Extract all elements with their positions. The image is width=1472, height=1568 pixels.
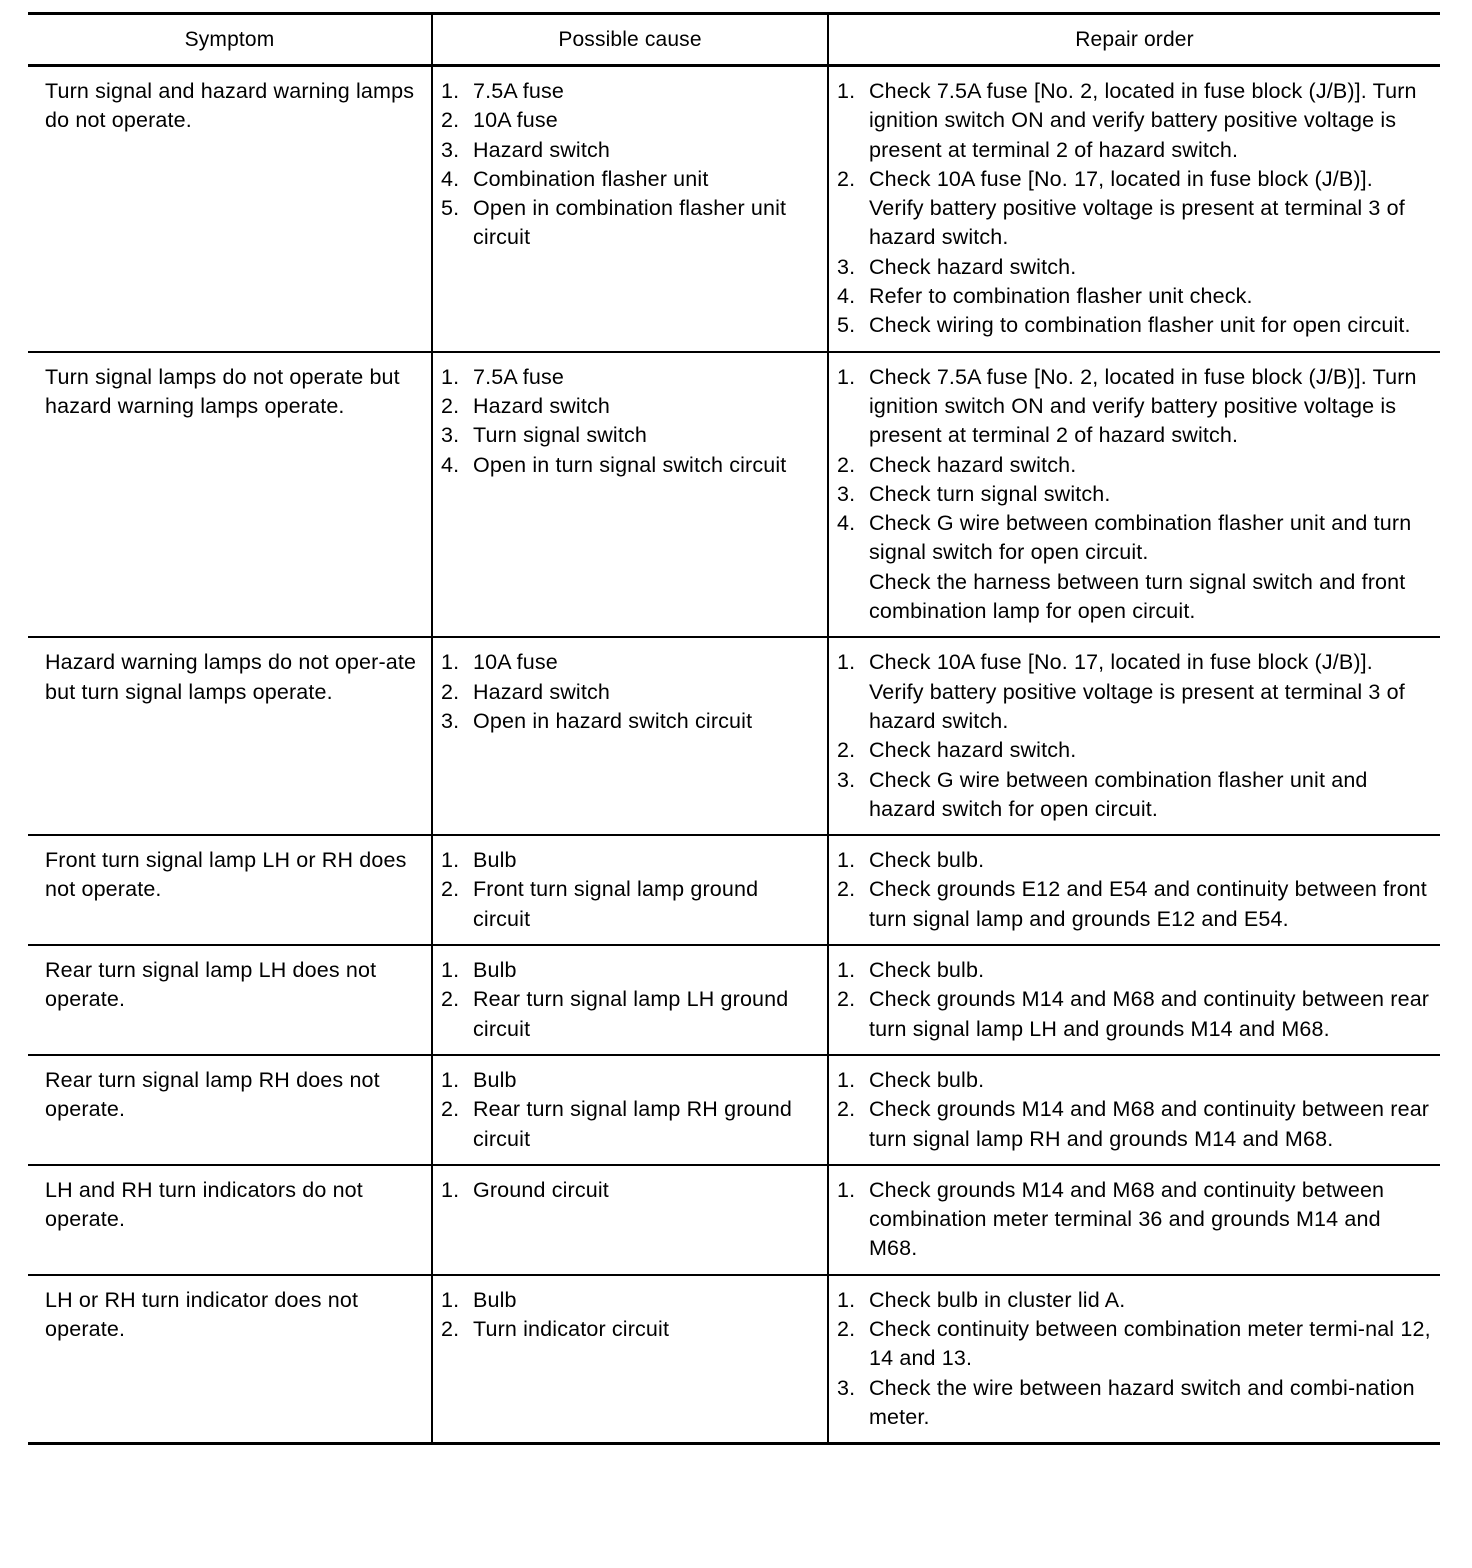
list-item-text: Rear turn signal lamp LH ground circuit bbox=[473, 987, 789, 1041]
repair-order-cell bbox=[828, 835, 1440, 945]
list-item bbox=[441, 451, 819, 480]
list-item-number: 1. bbox=[441, 364, 460, 389]
list-item-text: Check bulb. bbox=[869, 1067, 985, 1092]
symptom-text: LH or RH turn indicator does not operate. bbox=[45, 1287, 359, 1341]
possible-cause-cell bbox=[432, 637, 828, 835]
list-item-number: 1. bbox=[837, 650, 856, 675]
list-item-text: Hazard switch bbox=[473, 137, 610, 162]
possible-cause-cell bbox=[432, 835, 828, 945]
list-item-text: Front turn signal lamp ground circuit bbox=[473, 877, 759, 931]
list-item-number: 2. bbox=[441, 877, 460, 902]
cause-list bbox=[441, 1286, 819, 1345]
cause-list bbox=[441, 1176, 819, 1205]
list-item-text: Open in combination flasher unit circuit bbox=[473, 196, 787, 250]
symptom-cell bbox=[28, 1165, 432, 1275]
repair-list bbox=[837, 1176, 1432, 1264]
list-item-text: Check the wire between hazard switch and combi-nation meter. bbox=[869, 1375, 1415, 1429]
repair-list bbox=[837, 363, 1432, 627]
list-item-text: Ground circuit bbox=[473, 1177, 609, 1202]
list-item bbox=[837, 956, 1432, 985]
table-body bbox=[28, 66, 1440, 1444]
list-item-text: Check turn signal switch. bbox=[869, 481, 1111, 506]
list-item bbox=[441, 1095, 819, 1154]
list-item-number: 3. bbox=[441, 137, 460, 162]
repair-list bbox=[837, 956, 1432, 1044]
list-item bbox=[837, 363, 1432, 451]
list-item-number: 1. bbox=[837, 1067, 856, 1092]
header-symptom: Symptom bbox=[28, 14, 432, 66]
list-item bbox=[441, 1315, 819, 1344]
list-item bbox=[837, 1066, 1432, 1095]
list-item-number: 2. bbox=[837, 1097, 856, 1122]
list-item-text: 7.5A fuse bbox=[473, 79, 565, 103]
list-item bbox=[837, 1315, 1432, 1374]
possible-cause-cell bbox=[432, 1055, 828, 1165]
list-item bbox=[441, 136, 819, 165]
symptom-cell bbox=[28, 66, 432, 352]
list-item-text: Bulb bbox=[473, 1067, 517, 1092]
symptom-cell bbox=[28, 637, 432, 835]
list-item bbox=[837, 875, 1432, 934]
list-item-text: Check bulb in cluster lid A. bbox=[869, 1287, 1126, 1312]
list-item-text: Check 10A fuse [No. 17, located in fuse block (J/B)]. Verify battery positive voltage is present at terminal 3 of hazard switch. bbox=[869, 166, 1405, 250]
list-item-number: 2. bbox=[441, 1097, 460, 1122]
list-item bbox=[441, 106, 819, 135]
list-item bbox=[837, 1286, 1432, 1315]
list-item-text: Check bulb. bbox=[869, 958, 985, 983]
list-item-number: 5. bbox=[441, 196, 460, 221]
list-item bbox=[837, 480, 1432, 509]
list-item bbox=[441, 648, 819, 677]
table-row bbox=[28, 352, 1440, 638]
possible-cause-cell bbox=[432, 352, 828, 638]
symptom-text: Turn signal and hazard warning lamps do not operate. bbox=[45, 79, 415, 133]
list-item-number: 1. bbox=[441, 1177, 460, 1202]
cause-list bbox=[441, 956, 819, 1044]
symptom-text: Turn signal lamps do not operate but hazard warning lamps operate. bbox=[45, 364, 400, 418]
list-item-text: Check 7.5A fuse [No. 2, located in fuse block (J/B)]. Turn ignition switch ON and verify battery positive voltage is present at terminal 2 of hazard switch. bbox=[869, 79, 1417, 162]
header-possible-cause: Possible cause bbox=[432, 14, 828, 66]
list-item bbox=[441, 875, 819, 934]
list-item-number: 2. bbox=[837, 452, 856, 477]
list-item-number: 2. bbox=[441, 679, 460, 704]
table-header bbox=[28, 14, 1440, 66]
list-item bbox=[441, 77, 819, 106]
symptom-text: Hazard warning lamps do not oper-ate but turn signal lamps operate. bbox=[45, 650, 417, 704]
list-item-text: Rear turn signal lamp RH ground circuit bbox=[473, 1097, 792, 1151]
header-row bbox=[28, 14, 1440, 66]
list-item bbox=[837, 77, 1432, 165]
list-item bbox=[441, 1066, 819, 1095]
list-item-number: 3. bbox=[837, 1375, 856, 1400]
list-item-number: 1. bbox=[837, 1287, 856, 1312]
possible-cause-cell bbox=[432, 1165, 828, 1275]
list-item bbox=[441, 707, 819, 736]
repair-order-cell bbox=[828, 352, 1440, 638]
list-item bbox=[441, 678, 819, 707]
possible-cause-cell bbox=[432, 1275, 828, 1444]
list-item-text: Turn indicator circuit bbox=[473, 1316, 670, 1341]
list-item-number: 2. bbox=[441, 1316, 460, 1341]
list-item-text: Open in hazard switch circuit bbox=[473, 708, 753, 733]
list-item-text: Check grounds M14 and M68 and continuity between combination meter terminal 36 and grounds M14 and M68. bbox=[869, 1177, 1385, 1261]
list-item-number: 1. bbox=[837, 364, 856, 389]
symptom-text: Front turn signal lamp LH or RH does not operate. bbox=[45, 848, 407, 902]
list-item-text: Check hazard switch. bbox=[869, 738, 1077, 763]
list-item-number: 1. bbox=[837, 958, 856, 983]
list-item-number: 2. bbox=[441, 108, 460, 133]
list-item bbox=[441, 956, 819, 985]
table-row bbox=[28, 66, 1440, 352]
list-item-text: 7.5A fuse bbox=[473, 364, 565, 389]
list-item-number: 3. bbox=[837, 767, 856, 792]
list-item-text: Check 7.5A fuse [No. 2, located in fuse block (J/B)]. Turn ignition switch ON and verify battery positive voltage is present at terminal 2 of hazard switch. bbox=[869, 364, 1417, 448]
list-item-text: Combination flasher unit bbox=[473, 166, 709, 191]
list-item-number: 1. bbox=[441, 1067, 460, 1092]
list-item bbox=[837, 253, 1432, 282]
list-item-number: 4. bbox=[441, 452, 460, 477]
list-item-number: 3. bbox=[441, 708, 460, 733]
list-item-number: 1. bbox=[441, 1287, 460, 1312]
list-item-number: 1. bbox=[837, 848, 856, 873]
symptom-cell bbox=[28, 352, 432, 638]
list-item-number: 2. bbox=[837, 166, 856, 191]
list-item bbox=[837, 846, 1432, 875]
header-repair-order: Repair order bbox=[828, 14, 1440, 66]
list-item bbox=[837, 766, 1432, 825]
list-item-number: 4. bbox=[441, 166, 460, 191]
cause-list bbox=[441, 363, 819, 480]
list-item-line: Check G wire between combination flasher unit and turn signal switch for open circuit. bbox=[869, 511, 1412, 565]
list-item-text: Hazard switch bbox=[473, 393, 610, 418]
list-item-number: 3. bbox=[441, 423, 460, 448]
list-item bbox=[837, 736, 1432, 765]
list-item bbox=[441, 363, 819, 392]
repair-order-cell bbox=[828, 1055, 1440, 1165]
list-item-text: Check hazard switch. bbox=[869, 254, 1077, 279]
list-item-text: Bulb bbox=[473, 958, 517, 983]
repair-list bbox=[837, 846, 1432, 934]
list-item-text: Turn signal switch bbox=[473, 423, 647, 448]
list-item-text bbox=[869, 509, 1432, 626]
repair-list bbox=[837, 77, 1432, 341]
repair-list bbox=[837, 1066, 1432, 1154]
list-item bbox=[837, 985, 1432, 1044]
cause-list bbox=[441, 846, 819, 934]
list-item-text: Check bulb. bbox=[869, 848, 985, 873]
trouble-diagnosis-table bbox=[28, 12, 1440, 1445]
list-item-text: Check G wire between combination flasher unit and hazard switch for open circuit. bbox=[869, 767, 1368, 821]
list-item bbox=[441, 421, 819, 450]
table-row bbox=[28, 835, 1440, 945]
symptom-cell bbox=[28, 945, 432, 1055]
table-row bbox=[28, 945, 1440, 1055]
list-item-number: 2. bbox=[441, 987, 460, 1012]
list-item bbox=[441, 194, 819, 253]
list-item-text: 10A fuse bbox=[473, 108, 558, 133]
list-item-number: 5. bbox=[837, 313, 856, 338]
list-item-number: 1. bbox=[441, 958, 460, 983]
list-item-number: 3. bbox=[837, 254, 856, 279]
list-item bbox=[441, 1286, 819, 1315]
symptom-text: Rear turn signal lamp RH does not operate. bbox=[45, 1067, 380, 1122]
list-item bbox=[837, 165, 1432, 253]
list-item-number: 1. bbox=[837, 1177, 856, 1202]
repair-list bbox=[837, 1286, 1432, 1432]
list-item-number: 4. bbox=[837, 511, 856, 536]
list-item-number: 1. bbox=[441, 848, 460, 873]
list-item-number: 2. bbox=[837, 987, 856, 1012]
list-item bbox=[441, 985, 819, 1044]
list-item bbox=[441, 846, 819, 875]
list-item-number: 1. bbox=[441, 79, 460, 103]
list-item-number: 1. bbox=[441, 650, 460, 675]
symptom-text: Rear turn signal lamp LH does not operate. bbox=[45, 958, 377, 1012]
list-item-text: Check grounds M14 and M68 and continuity between rear turn signal lamp LH and grounds M14 and M68. bbox=[869, 987, 1430, 1041]
list-item-line: Check the harness between turn signal switch and front combination lamp for open circuit. bbox=[869, 569, 1406, 624]
list-item-number: 4. bbox=[837, 284, 856, 309]
list-item bbox=[837, 648, 1432, 736]
cause-list bbox=[441, 77, 819, 253]
table-row bbox=[28, 1055, 1440, 1165]
repair-order-cell bbox=[828, 1275, 1440, 1444]
list-item-number: 2. bbox=[837, 1316, 856, 1341]
table-row bbox=[28, 637, 1440, 835]
symptom-cell bbox=[28, 1275, 432, 1444]
cause-list bbox=[441, 1066, 819, 1154]
list-item-text: Check 10A fuse [No. 17, located in fuse block (J/B)]. Verify battery positive voltage is present at terminal 3 of hazard switch. bbox=[869, 650, 1405, 733]
symptom-cell bbox=[28, 835, 432, 945]
list-item-number: 1. bbox=[837, 79, 856, 103]
table-row bbox=[28, 1275, 1440, 1444]
repair-order-cell bbox=[828, 66, 1440, 352]
list-item bbox=[837, 451, 1432, 480]
list-item bbox=[837, 509, 1432, 626]
list-item-number: 2. bbox=[837, 877, 856, 902]
list-item-text: Check hazard switch. bbox=[869, 452, 1077, 477]
list-item-text: Check continuity between combination meter termi-nal 12, 14 and 13. bbox=[869, 1316, 1431, 1371]
list-item-text: Refer to combination flasher unit check. bbox=[869, 284, 1253, 309]
list-item-number: 2. bbox=[441, 393, 460, 418]
possible-cause-cell bbox=[432, 945, 828, 1055]
list-item bbox=[441, 1176, 819, 1205]
list-item bbox=[837, 1374, 1432, 1433]
table-row bbox=[28, 1165, 1440, 1275]
list-item bbox=[441, 165, 819, 194]
repair-order-cell bbox=[828, 637, 1440, 835]
list-item bbox=[837, 282, 1432, 311]
list-item bbox=[837, 1095, 1432, 1154]
repair-order-cell bbox=[828, 1165, 1440, 1275]
possible-cause-cell bbox=[432, 66, 828, 352]
list-item-number: 2. bbox=[837, 738, 856, 763]
repair-order-cell bbox=[828, 945, 1440, 1055]
list-item-text: Check grounds E12 and E54 and continuity between front turn signal lamp and grounds E12 and E54. bbox=[869, 877, 1427, 931]
list-item-text: Open in turn signal switch circuit bbox=[473, 452, 787, 477]
list-item-text: Bulb bbox=[473, 848, 517, 873]
list-item-number: 3. bbox=[837, 481, 856, 506]
list-item-text: 10A fuse bbox=[473, 650, 558, 675]
symptom-cell bbox=[28, 1055, 432, 1165]
list-item-text: Hazard switch bbox=[473, 679, 610, 704]
cause-list bbox=[441, 648, 819, 736]
list-item-text: Check wiring to combination flasher unit for open circuit. bbox=[869, 313, 1411, 338]
list-item-text: Check grounds M14 and M68 and continuity between rear turn signal lamp RH and grounds M14 and M68. bbox=[869, 1097, 1430, 1151]
list-item bbox=[837, 1176, 1432, 1264]
list-item bbox=[441, 392, 819, 421]
list-item-text: Bulb bbox=[473, 1287, 517, 1312]
symptom-text: LH and RH turn indicators do not operate. bbox=[45, 1177, 363, 1232]
list-item bbox=[837, 311, 1432, 340]
repair-list bbox=[837, 648, 1432, 824]
